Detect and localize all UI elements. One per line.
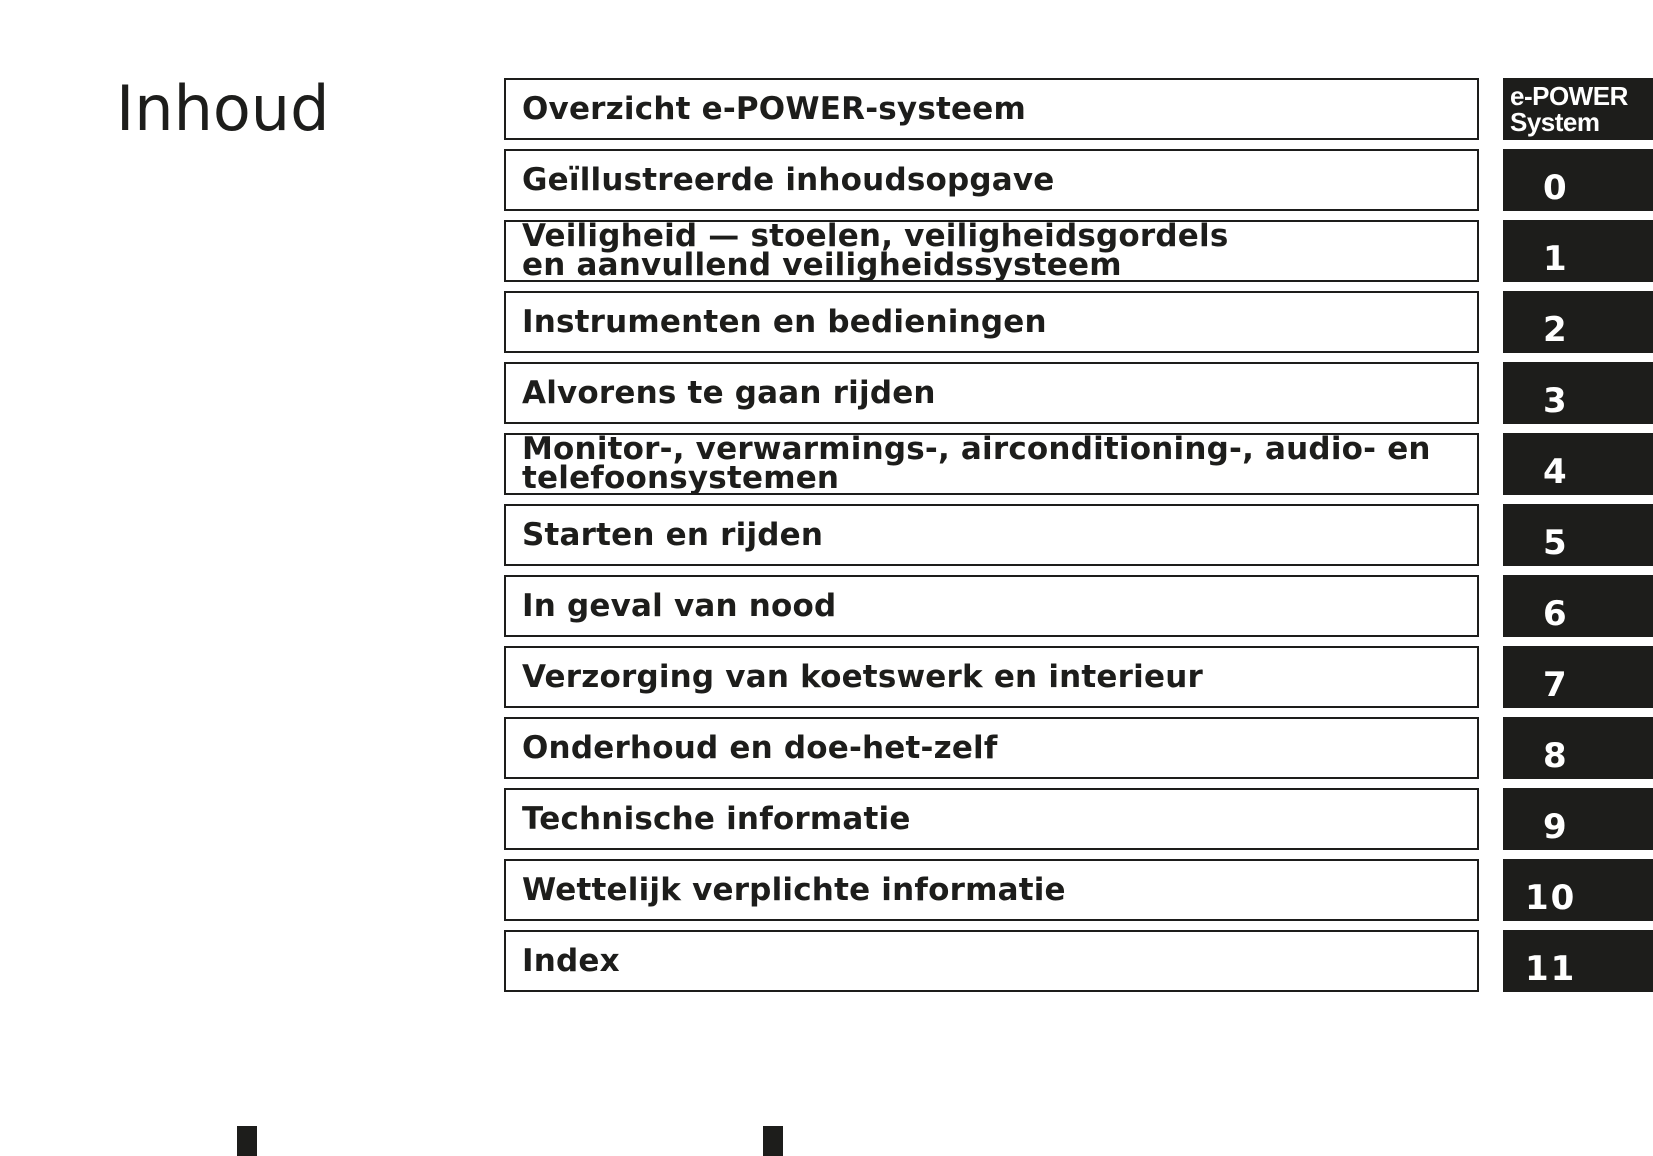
toc-entry-overview[interactable] — [504, 78, 1479, 140]
toc-entry-label: Technische informatie — [522, 801, 911, 837]
toc-entry-1[interactable] — [504, 220, 1479, 282]
toc-tab-number: 10 — [1525, 878, 1577, 918]
toc-tab-number: 7 — [1543, 665, 1569, 705]
toc-tab-2[interactable] — [1503, 291, 1653, 353]
toc-tab-7[interactable] — [1503, 646, 1653, 708]
toc-entry-label: Wettelijk verplichte informatie — [522, 872, 1066, 908]
toc-row-1 — [504, 220, 1653, 282]
toc-tab-number: 11 — [1525, 949, 1577, 989]
toc-entry-4[interactable] — [504, 433, 1479, 495]
toc-tab-number: 4 — [1543, 452, 1569, 492]
letter-stroke — [237, 1126, 257, 1156]
toc-entry-label: Monitor-, verwarmings-, airconditioning-, audio- en telefoonsystemen — [522, 431, 1431, 496]
toc-tab-number: 0 — [1543, 168, 1569, 208]
toc-tab-6[interactable] — [1503, 575, 1653, 637]
toc-row-3 — [504, 362, 1653, 424]
toc-entry-11[interactable] — [504, 930, 1479, 992]
toc-tab-11[interactable] — [1503, 930, 1653, 992]
toc-tab-number: 6 — [1543, 594, 1569, 634]
toc-entry-label: In geval van nood — [522, 588, 837, 624]
toc-tab-label: e-POWER System — [1510, 81, 1628, 137]
toc-entry-8[interactable] — [504, 717, 1479, 779]
toc-tab-4[interactable] — [1503, 433, 1653, 495]
toc-entry-label: Alvorens te gaan rijden — [522, 375, 936, 411]
toc-tab-number: 2 — [1543, 310, 1569, 350]
toc-row-11 — [504, 930, 1653, 992]
cropped-large-lettering — [215, 1126, 815, 1156]
toc-tab-epower-system[interactable] — [1503, 78, 1653, 140]
toc-entry-3[interactable] — [504, 362, 1479, 424]
toc-entry-9[interactable] — [504, 788, 1479, 850]
toc-tab-3[interactable] — [1503, 362, 1653, 424]
toc-entry-label: Instrumenten en bedieningen — [522, 304, 1047, 340]
letter-stroke — [763, 1126, 783, 1156]
toc-tab-8[interactable] — [1503, 717, 1653, 779]
toc-entry-label: Onderhoud en doe-het-zelf — [522, 730, 998, 766]
toc-entry-2[interactable] — [504, 291, 1479, 353]
toc-row-0 — [504, 149, 1653, 211]
toc-tab-0[interactable] — [1503, 149, 1653, 211]
page-title: Inhoud — [116, 72, 330, 145]
toc-row-6 — [504, 575, 1653, 637]
toc-row-2 — [504, 291, 1653, 353]
toc-row-7 — [504, 646, 1653, 708]
toc-entry-label: Overzicht e-POWER-systeem — [522, 91, 1026, 127]
toc-tab-9[interactable] — [1503, 788, 1653, 850]
toc-entry-10[interactable] — [504, 859, 1479, 921]
toc-entry-7[interactable] — [504, 646, 1479, 708]
toc-entry-6[interactable] — [504, 575, 1479, 637]
toc-entry-label: Geïllustreerde inhoudsopgave — [522, 162, 1055, 198]
toc-entry-label: Starten en rijden — [522, 517, 824, 553]
toc-entry-label: Verzorging van koetswerk en interieur — [522, 659, 1203, 695]
toc-row-10 — [504, 859, 1653, 921]
toc-tab-5[interactable] — [1503, 504, 1653, 566]
toc-entry-5[interactable] — [504, 504, 1479, 566]
toc-tab-number: 3 — [1543, 381, 1569, 421]
toc-tab-number: 1 — [1543, 239, 1569, 279]
toc-entry-0[interactable] — [504, 149, 1479, 211]
toc-entry-label: Veiligheid — stoelen, veiligheidsgordels en aanvullend veiligheidssysteem — [522, 218, 1229, 283]
toc-row-9 — [504, 788, 1653, 850]
toc-tab-number: 8 — [1543, 736, 1569, 776]
toc-row-overview — [504, 78, 1653, 140]
toc-row-4 — [504, 433, 1653, 495]
toc-tab-1[interactable] — [1503, 220, 1653, 282]
toc-row-5 — [504, 504, 1653, 566]
toc-tab-number: 5 — [1543, 523, 1569, 563]
toc-tab-10[interactable] — [1503, 859, 1653, 921]
toc-tab-number: 9 — [1543, 807, 1569, 847]
toc-row-8 — [504, 717, 1653, 779]
toc-entry-label: Index — [522, 943, 620, 979]
